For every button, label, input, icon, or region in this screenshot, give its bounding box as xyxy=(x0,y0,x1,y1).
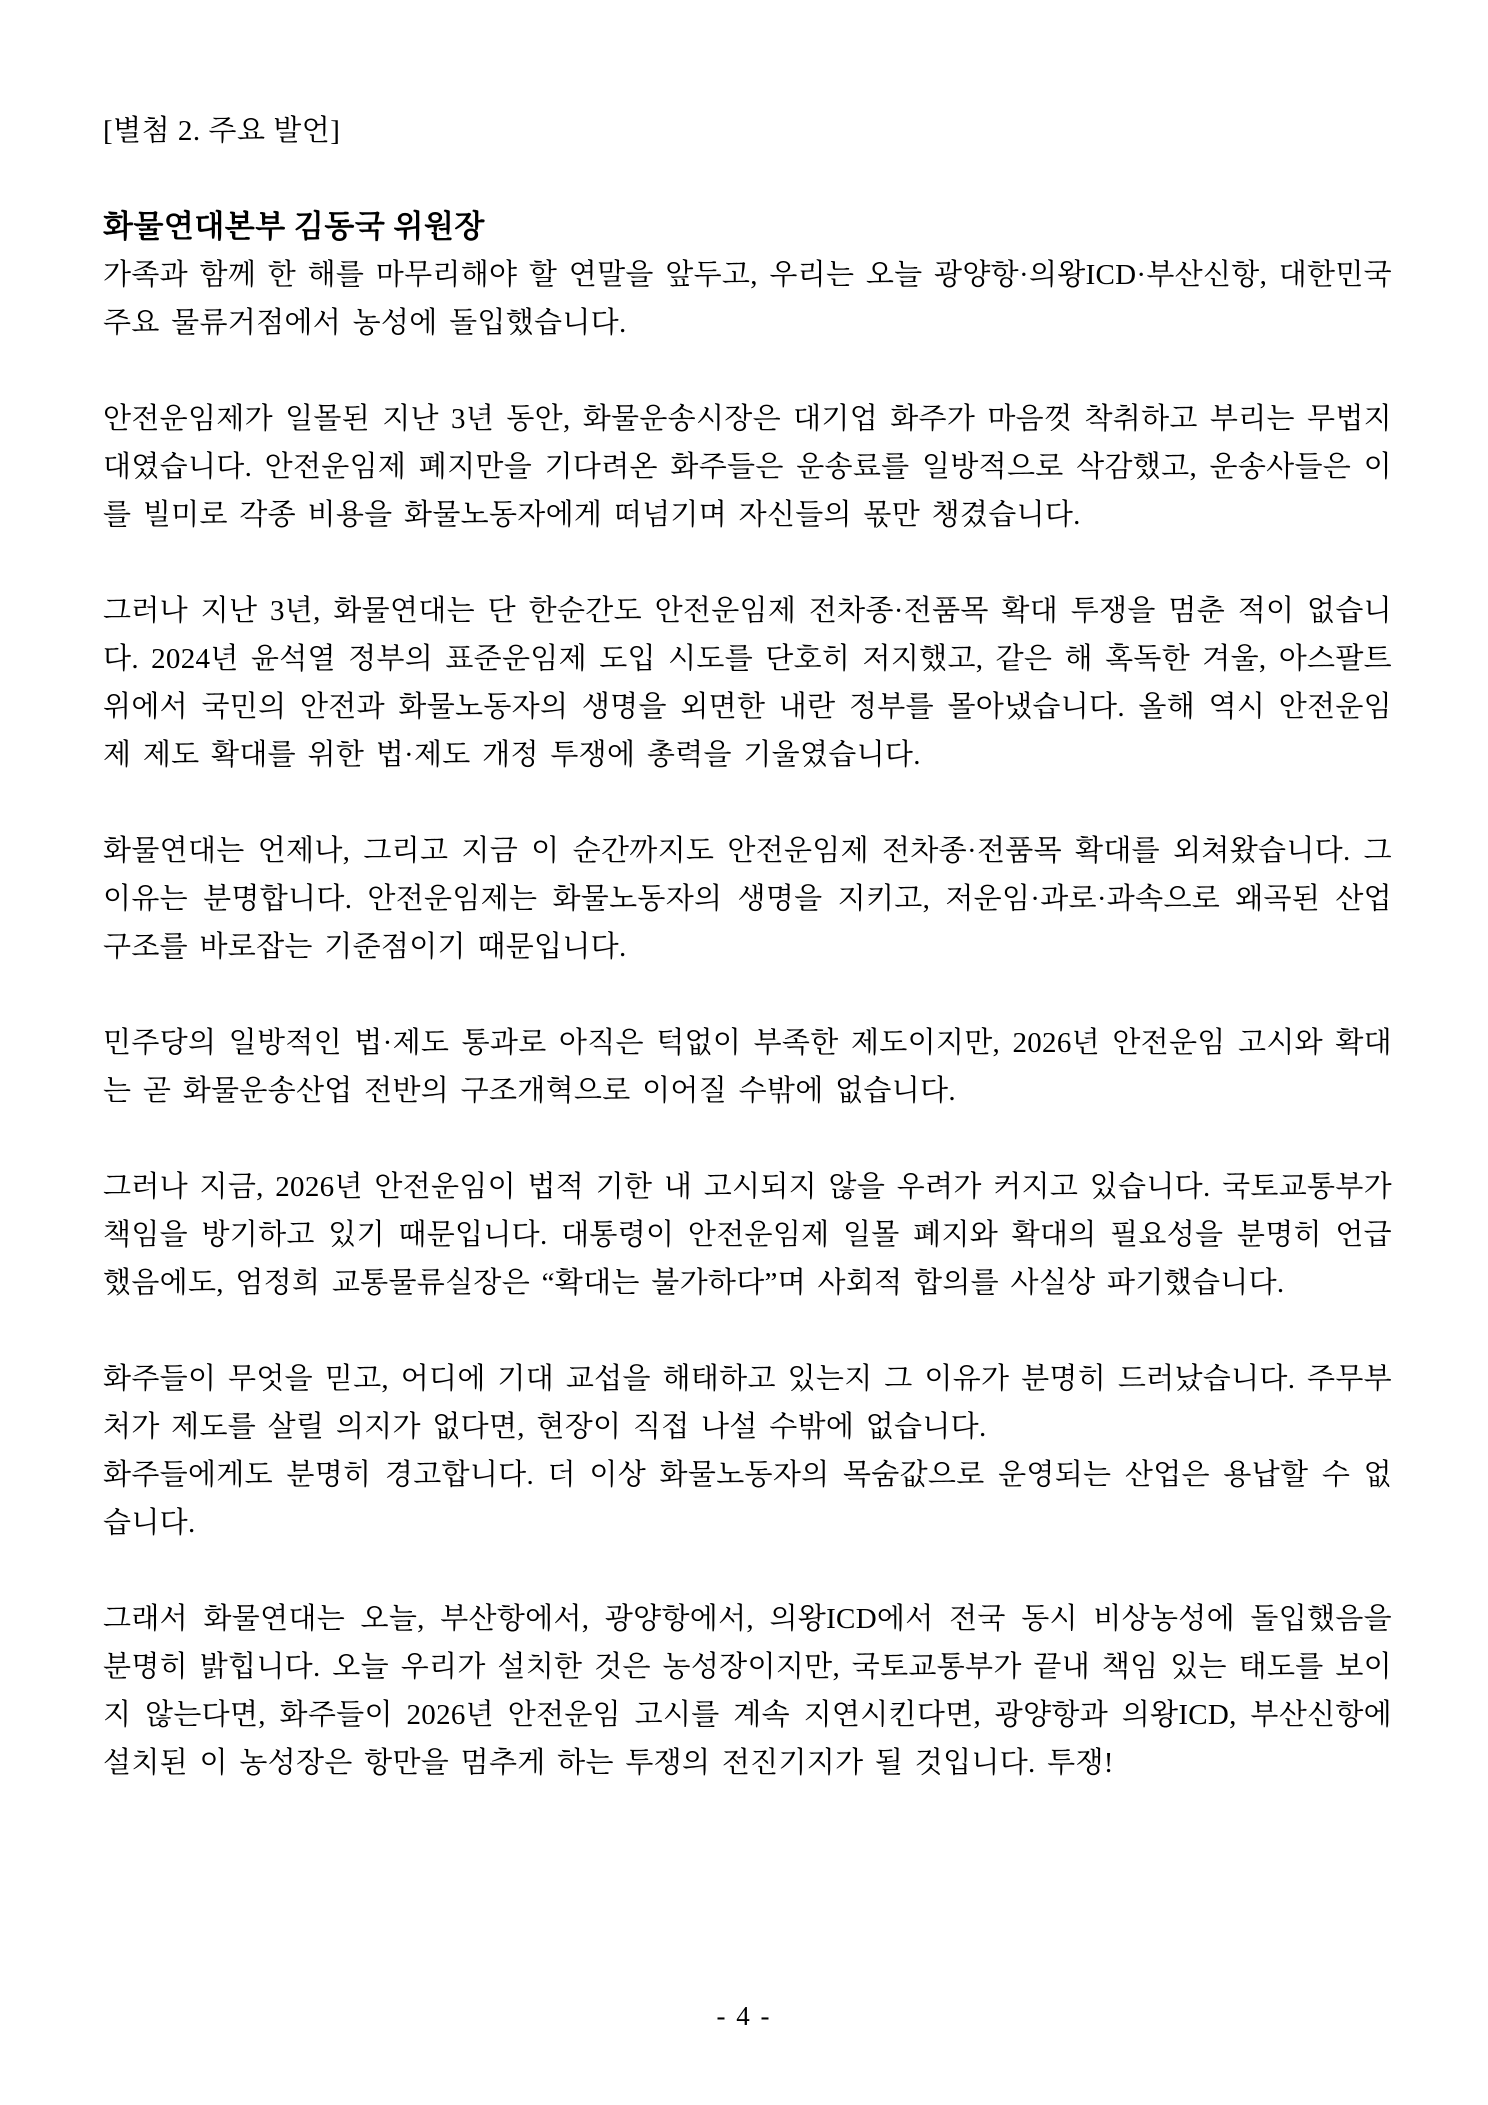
speaker-title: 화물연대본부 김동국 위원장 xyxy=(103,209,485,244)
paragraph: 안전운임제가 일몰된 지난 3년 동안, 화물운송시장은 대기업 화주가 마음껏 착취하고 부리는 무법지대였습니다. 안전운임제 폐지만을 기다려온 화주들은 운송료를 일방적으로 삭감했고, 운송사들은 이를 빌미로 각종 비용을 화물노동자에게 떠넘기며 자신들의 몫만 챙겼습니다. xyxy=(103,403,1392,531)
page-number: - 4 - xyxy=(716,2001,772,2031)
paragraph: 그러나 지금, 2026년 안전운임이 법적 기한 내 고시되지 않을 우려가 커지고 있습니다. 국토교통부가 책임을 방기하고 있기 때문입니다. 대통령이 안전운임제 일몰 폐지와 확대의 필요성을 분명히 언급했음에도, 엄정희 교통물류실장은 “확대는 불가하다”며 사회적 합의를 사실상 파기했습니다. xyxy=(103,1171,1392,1299)
paragraph: 화주들에게도 분명히 경고합니다. 더 이상 화물노동자의 목숨값으로 운영되는 산업은 용납할 수 없습니다. xyxy=(103,1459,1392,1539)
paragraph: 화물연대는 언제나, 그리고 지금 이 순간까지도 안전운임제 전차종·전품목 확대를 외쳐왔습니다. 그 이유는 분명합니다. 안전운임제는 화물노동자의 생명을 지키고, 저운임·과로·과속으로 왜곡된 산업 구조를 바로잡는 기준점이기 때문입니다. xyxy=(103,835,1392,963)
paragraph: 그래서 화물연대는 오늘, 부산항에서, 광양항에서, 의왕ICD에서 전국 동시 비상농성에 돌입했음을 분명히 밝힙니다. 오늘 우리가 설치한 것은 농성장이지만, 국토교통부가 끝내 책임 있는 태도를 보이지 않는다면, 화주들이 2026년 안전운임 고시를 계속 지연시킨다면, 광양항과 의왕ICD, 부산신항에 설치된 이 농성장은 항만을 멈추게 하는 투쟁의 전진기지가 될 것입니다. 투쟁! xyxy=(103,1603,1392,1779)
paragraph: 그러나 지난 3년, 화물연대는 단 한순간도 안전운임제 전차종·전품목 확대 투쟁을 멈춘 적이 없습니다. 2024년 윤석열 정부의 표준운임제 도입 시도를 단호히 저지했고, 같은 해 혹독한 겨울, 아스팔트 위에서 국민의 안전과 화물노동자의 생명을 외면한 내란 정부를 몰아냈습니다. 올해 역시 안전운임제 제도 확대를 위한 법·제도 개정 투쟁에 총력을 기울였습니다. xyxy=(103,595,1392,771)
paragraph: 화주들이 무엇을 믿고, 어디에 기대 교섭을 해태하고 있는지 그 이유가 분명히 드러났습니다. 주무부처가 제도를 살릴 의지가 없다면, 현장이 직접 나설 수밖에 없습니다. xyxy=(103,1363,1392,1443)
paragraph: 민주당의 일방적인 법·제도 통과로 아직은 턱없이 부족한 제도이지만, 2026년 안전운임 고시와 확대는 곧 화물운송산업 전반의 구조개혁으로 이어질 수밖에 없습니다. xyxy=(103,1027,1392,1107)
attachment-header: [별첨 2. 주요 발언] xyxy=(103,115,341,147)
paragraph: 가족과 함께 한 해를 마무리해야 할 연말을 앞두고, 우리는 오늘 광양항·의왕ICD·부산신항, 대한민국 주요 물류거점에서 농성에 돌입했습니다. xyxy=(103,259,1392,339)
